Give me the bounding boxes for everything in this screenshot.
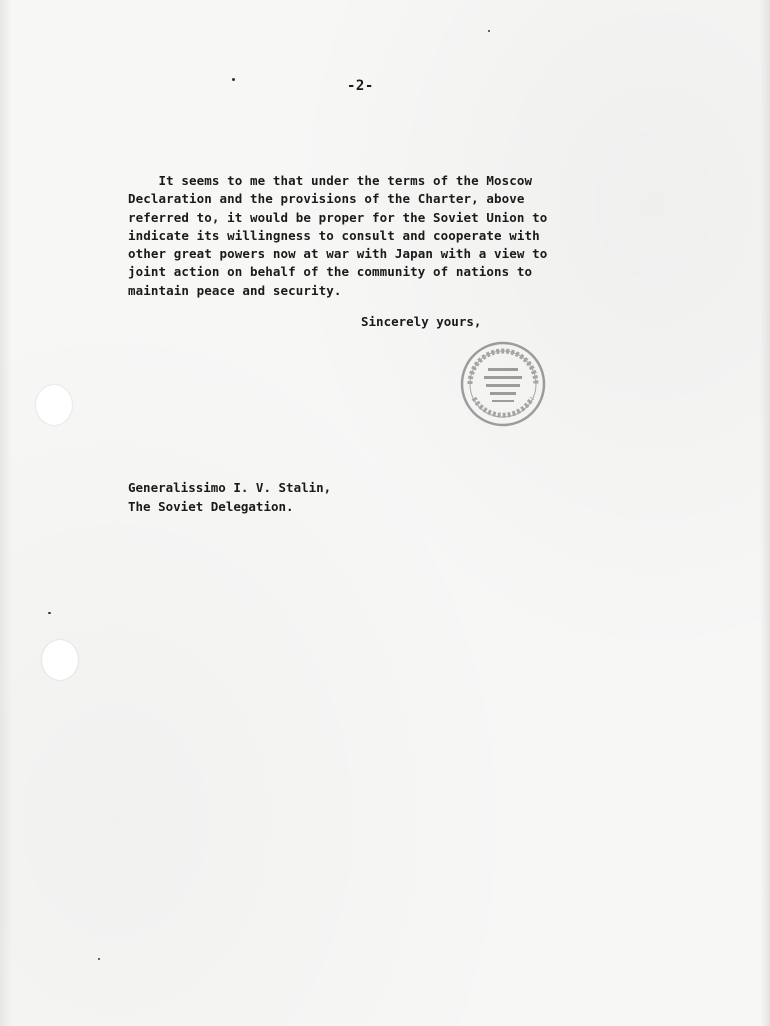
body-line: indicate its willingness to consult and cooperate with: [128, 227, 540, 243]
page-edge-shadow-left: [0, 0, 12, 1026]
body-line: referred to, it would be proper for the Soviet Union to: [128, 209, 548, 225]
ink-speck: [488, 30, 490, 32]
addressee-block: [128, 478, 331, 516]
ink-speck: [98, 958, 100, 960]
letter-body: [128, 172, 598, 300]
archives-seal-icon: [458, 340, 548, 428]
body-line: maintain peace and security.: [128, 282, 342, 298]
addressee-org: The Soviet Delegation.: [128, 499, 294, 514]
body-line: joint action on behalf of the community of nations to: [128, 264, 533, 280]
ink-speck: [48, 612, 51, 614]
punch-hole: [36, 385, 72, 425]
punch-hole: [42, 640, 78, 680]
body-line: other great powers now at war with Japan with a view to: [128, 246, 548, 262]
body-line: It seems to me that under the terms of the Moscow: [128, 173, 533, 188]
body-line: Declaration and the provisions of the Charter, above: [128, 191, 525, 207]
closing-salutation: Sincerely yours,: [361, 314, 482, 329]
addressee-name: Generalissimo I. V. Stalin,: [128, 480, 332, 495]
page-number: -2-: [347, 78, 374, 94]
ink-speck: [232, 78, 235, 81]
page-edge-shadow-right: [760, 0, 770, 1026]
